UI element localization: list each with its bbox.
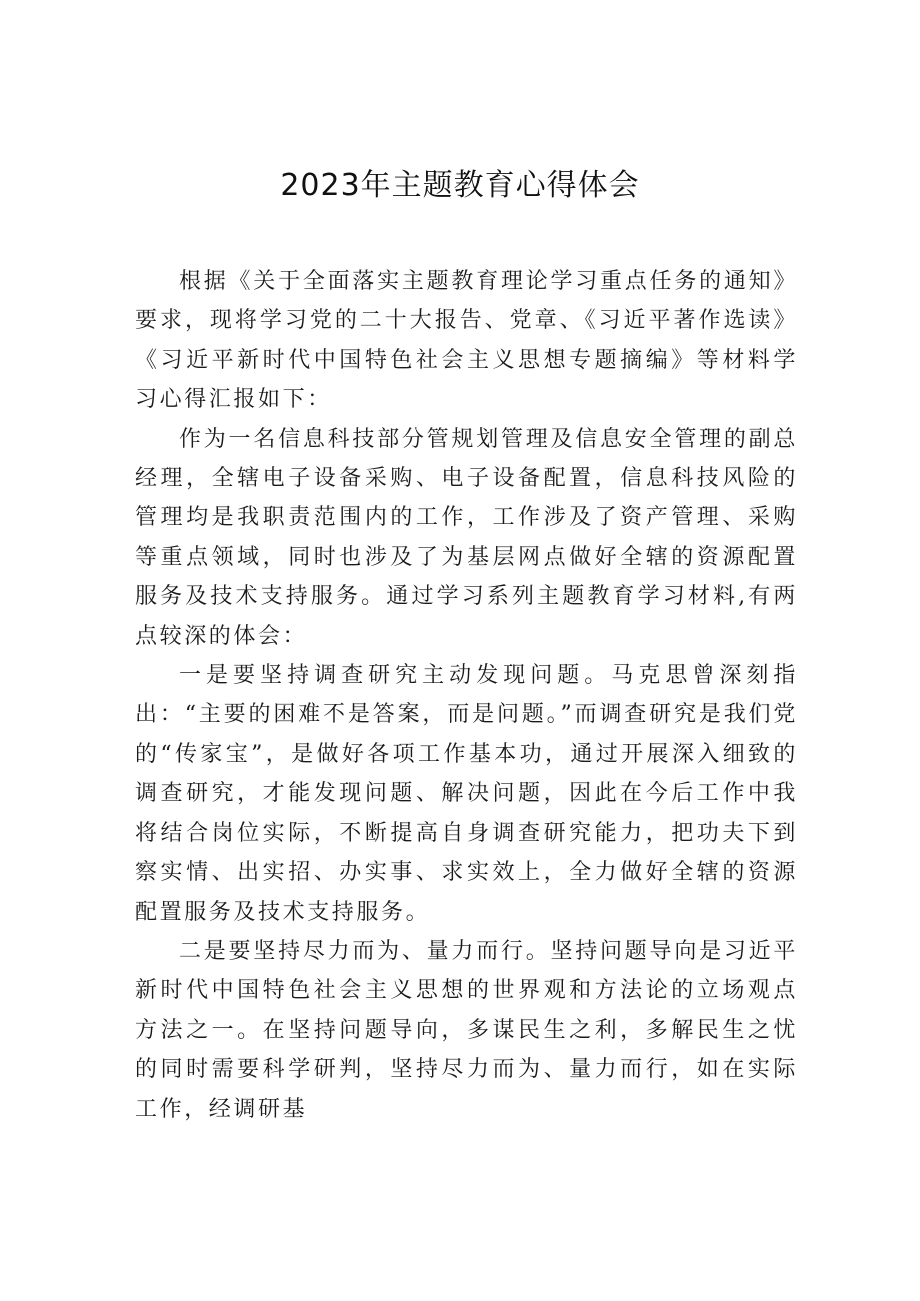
paragraph-point-two: 二是要坚持尽力而为、量力而行。坚持问题导向是习近平新时代中国特色社会主义思想的世界观和方法论的立场观点方法之一。在坚持问题导向，多谋民生之利，多解民生之忧的同时需要科学研判，坚持尽力而为、量力而行，如在实际工作，经调研基 [135, 938, 798, 1122]
document-body [135, 262, 798, 1129]
paragraph-intro: 根据《关于全面落实主题教育理论学习重点任务的通知》要求，现将学习党的二十大报告、党章、《习近平著作选读》《习近平新时代中国特色社会主义思想专题摘编》等材料学习心得汇报如下： [135, 269, 798, 413]
document-title: 2023年主题教育心得体会 [280, 168, 640, 203]
paragraph-role: 作为一名信息科技部分管规划管理及信息安全管理的副总经理，全辖电子设备采购、电子设备配置，信息科技风险的管理均是我职责范围内的工作，工作涉及了资产管理、采购等重点领域，同时也涉及了为基层网点做好全辖的资源配置服务及技术支持服务。通过学习系列主题教育学习材料,有两点较深的体会： [135, 426, 798, 649]
paragraph-point-one: 一是要坚持调查研究主动发现问题。马克思曾深刻指出：“主要的困难不是答案，而是问题。”而调查研究是我们党的“传家宝”，是做好各项工作基本功，通过开展深入细致的调查研究，才能发现问题、解决问题，因此在今后工作中我将结合岗位实际，不断提高自身调查研究能力，把功夫下到察实情、出实招、办实事、求实效上，全力做好全辖的资源配置服务及技术支持服务。 [135, 663, 798, 925]
